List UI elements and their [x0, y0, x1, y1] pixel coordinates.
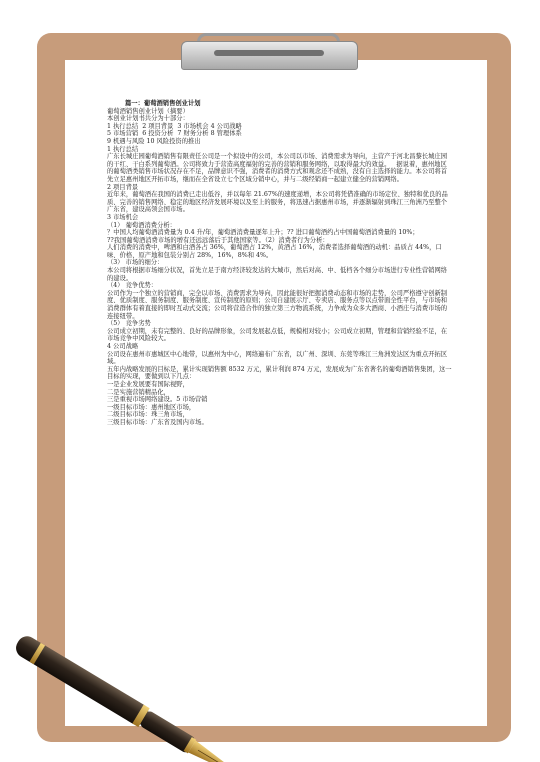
document-paragraph: 公司设在惠州市惠城区中心地带，以惠州为中心，网络遍布广东省，以广州、深圳、东莞等珠江三角洲发达区为重点开拓区域。	[107, 350, 448, 366]
document-body	[107, 100, 452, 427]
list-item: 一级目标市场：惠州地区市场，	[107, 403, 196, 411]
section-heading: 4 公司战略	[107, 343, 139, 350]
document-paragraph: 人们消费的消费中，啤酒和白酒各占 36%，葡萄酒占 12%，黄酒占 16%，消费者选择葡萄酒的动机：品质占 44%，口味、价格、原产地和包装分别占 28%，16%，8%和 4%。	[107, 244, 442, 259]
document-paragraph: 五年内战略发展的目标是，累计实现销售额 8532 万元，累计利润 874 万元，发展成为广东省著名的葡萄酒销售集团，这一目标的实现，要做到以下几点：	[107, 365, 452, 381]
document-paragraph: 公司成立初期，未有完整的、良好的品牌形象，公司发展起点低，规模相对较小；公司成立初期，管理和营销经验不足，在市场竞争中风险较大。	[107, 327, 448, 343]
document-line: 1 执行总结 2 项目背景 3 市场机会 4 公司战略	[107, 122, 242, 130]
document-paragraph: 公司作为一个独立的营销商，完全以市场、消费需求为导向，因此能很好把握消费动态和市场的走势，公司严格遵守创新制度、优质制度、服务制度、服务制度、宣传制度的原则；公司自建展示厅、专卖店、服务点等以点带面全性平台，与市场和消费群体有着直接的即时互动式交流；公司将营造合作的独立第三方物流系统，力争成为众多大酒商、小酒庄与消费市场的连接纽带。	[107, 289, 448, 320]
subsection-heading: （5） 竞争劣势	[107, 320, 151, 328]
document-paragraph: 广东长城庄园葡萄酒销售有限责任公司是一个拟设中的公司，本公司以市场、消费需求为导向，主营产于河北昌黎长城庄园的干红、干白系列葡萄酒。公司将致力于营造高度福射的完善的营销和服务网络，以取得最大的效益。 据说着，惠州地区的葡萄酒类销售市场状况存在不足，品牌意识不强，消费者的消费方式和观念还不成熟，没有自主选择的能力。本公司将首先立足惠州地区开拓市场，继而在全省设立七个区域分销中心，并与二级经销商一起建立健全的营销网络。	[107, 153, 448, 183]
list-item: 三级目标市场：广东省及国内市场。	[107, 418, 208, 426]
document-title: 篇一：葡萄酒销售创业计划	[125, 100, 201, 107]
section-heading: 3 市场机会	[107, 213, 139, 221]
document-paragraph: ？中国人均葡萄酒消费量为 0.4 升/年，葡萄酒消费量逐年上升；?? 进口葡萄酒约占中国葡萄酒消费量的 10%；	[107, 229, 419, 237]
document-line: 5 市场营销 6 投资分析 7 财务分析 8 管理体系	[107, 130, 242, 138]
document-paragraph: 本公司将根据市场细分状况，首先立足于南方经济较发达的大城市，然后对高、中、低档各个细分市场进行专业性营销网络的建设。	[107, 267, 448, 282]
list-item: 三是重视市场网络建设。5 市场营销	[107, 396, 208, 404]
document-paragraph: ??我国葡萄酒消费市场的增有还远远落后于其他国家等。（2）消费者行为分析：	[107, 236, 329, 244]
subsection-heading: （4） 竞争优势：	[107, 282, 158, 290]
list-item: 二级目标市场：珠三角市场，	[107, 411, 189, 419]
clip-slot	[214, 50, 324, 56]
section-heading: 2 项目背景	[107, 183, 139, 191]
document-paragraph: 近年来，葡萄酒在我国的消费已走出低谷，并以每年 21.67%的速度递增，本公司将凭借准确的市场定位、独特和优良的品质、完善的销售网络、稳定的地区经济发展环境以及至上的服务，将迅速占据惠州市场，并逐渐辐射到珠江三角洲乃至整个广东省，建设高领会国市场。	[107, 191, 448, 214]
list-item: 二是实施营销精品化，	[107, 388, 170, 396]
section-heading: 1 执行总结	[107, 145, 139, 153]
subsection-heading: （3） 市场的细分：	[107, 259, 164, 267]
document-line: 本创业计划书共分为十部分：	[107, 115, 189, 123]
document-line: 9 机遇与风险 10 风险投资的推出	[107, 137, 201, 145]
fountain-pen-icon	[0, 620, 300, 762]
subsection-heading: （1） 葡萄酒消费分析：	[107, 221, 176, 229]
document-line: 葡萄酒销售创业计划（摘要）	[107, 107, 189, 115]
list-item: 一是企业发展要有国际视野，	[107, 380, 189, 388]
